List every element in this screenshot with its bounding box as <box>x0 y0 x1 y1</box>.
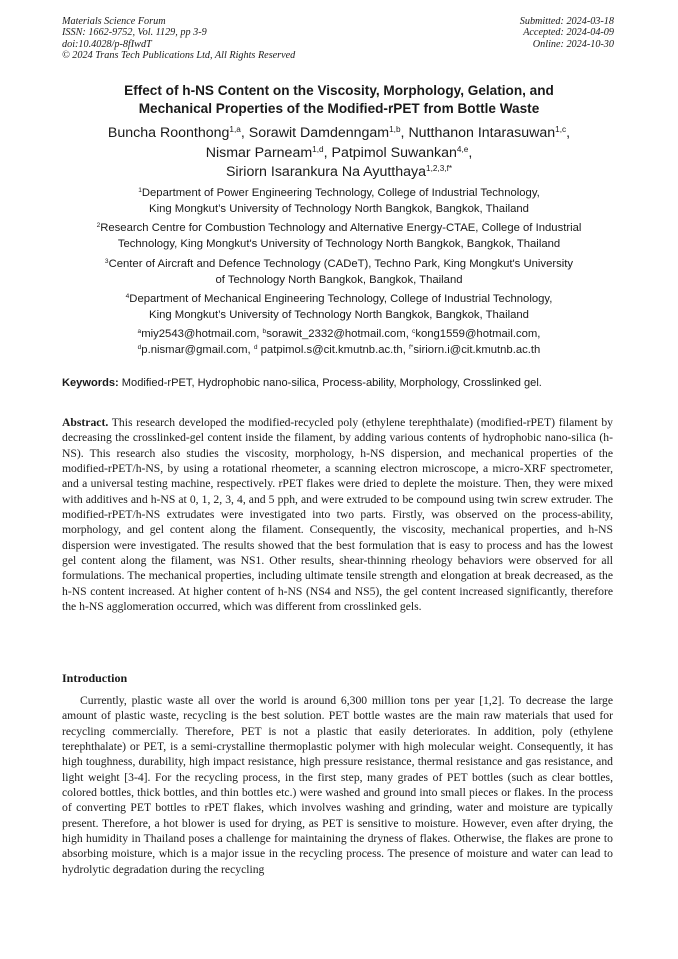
email-link[interactable]: patpimol.s@cit.kmutnb.ac.th, <box>257 343 409 356</box>
keywords <box>62 376 622 390</box>
author-line-1: Buncha Roonthong$^{1,a}$, Sorawit Damdenngam$^{1,b}$, Nutthanon Intarasuwan$^{1,c}$, <box>107 125 571 141</box>
author-line-3 <box>30 163 648 183</box>
author-line-2: Nismar Parneam$^{1,d}$, Patpimol Suwankan$^{4,e}$, <box>205 144 473 161</box>
email-link[interactable]: kong1559@hotmail.com, <box>415 328 541 340</box>
affiliation-2 <box>30 221 648 252</box>
affiliation-sup: 1 <box>138 187 142 195</box>
author-list <box>30 124 648 183</box>
author-name: Sorawit Damdenngam <box>248 125 390 141</box>
keywords-text: Modified-rPET, Hydrophobic nano-silica, Process-ability, Morphology, Crosslinked gel. <box>118 377 542 389</box>
author-sup: 1,2,3,f* <box>426 164 453 174</box>
title-line-1: Effect of h-NS Content on the Viscosity, Morphology, Gelation, and <box>124 83 554 98</box>
affiliation-line: Department of Mechanical Engineering Technology, College of Industrial Technology, <box>129 293 553 305</box>
introduction-heading: Introduction <box>62 671 128 685</box>
abstract-label: Abstract. <box>62 416 109 429</box>
title-line-2: Mechanical Properties of the Modified-rPET from Bottle Waste <box>138 101 540 116</box>
affiliation-line: Department of Power Engineering Technology, College of Industrial Technology, <box>141 187 540 199</box>
author-sup: 1,c <box>555 125 567 135</box>
affiliation-4 <box>30 292 648 323</box>
author-sup: 1,d <box>312 144 324 154</box>
affiliation-line: King Mongkut’s University of Technology North Bangkok, Bangkok, Thailand <box>149 202 529 215</box>
journal-doi[interactable]: doi:10.4028/p-8fIwdT <box>62 38 152 50</box>
paper-title <box>40 82 638 118</box>
journal-issn: ISSN: 1662-9752, Vol. 1129, pp 3-9 <box>62 27 207 39</box>
author-sup: 4,e <box>456 144 469 154</box>
affiliation-sup: 2 <box>96 222 101 230</box>
email-link[interactable]: sorawit_2332@hotmail.com, <box>266 328 413 340</box>
submission-dates <box>520 16 614 50</box>
author-name: Buncha Roonthong <box>107 125 230 141</box>
email-link[interactable]: miy2543@hotmail.com, <box>141 328 263 340</box>
author-name: Nismar Parneam <box>205 144 313 161</box>
author-name: Siriorn Isarankura Na Ayutthaya <box>225 164 426 180</box>
keywords-label: Keywords: <box>62 377 119 389</box>
author-name: Nutthanon Intarasuwan <box>408 125 556 141</box>
affiliation-3 <box>30 257 648 288</box>
affiliation-sup: 4 <box>125 293 130 301</box>
submitted-date: Submitted: 2024-03-18 <box>519 16 614 27</box>
introduction-paragraph: Currently, plastic waste all over the world is around 6,300 million tons per year [1,2]. To decrease the large amount of plastic waste, recycling is the best solution. PET bottle wastes are the main raw materials that used for recycling commercially. Therefore, PET is not a plastic that easily deteriorates. In addition, poly (ethylene terephthalate) or PET, is a semi-crystalline thermoplastic polymer with high molecular weight. Consequently, it has high toughness, durability, high impact resistance, high pressure resistance, thermal resistance and gas resistance, and light weight [3-4]. For the recycling process, in the first step, many grades of PET bottles (such as clear bottles, colored bottles, thick bottles, and thin bottles etc.) were washed and ground into small pieces or flakes. In the process of converting PET bottles to rPET flakes, which involves washing and grinding, water and moisture are typically present. Therefore, a hot blower is used for drying, as PET is sensitive to moisture. However, even after drying, the high humidity in Thailand poses a challenge for maintaining the dryness of flakes. Otherwise, the flakes are prone to absorbing moisture, which is a major issue in the recycling process. The presence of moisture and water can lead to hydrolytic degradation during the recycling <box>62 694 613 876</box>
affiliation-line: Research Centre for Combustion Technology and Alternative Energy-CTAE, College of Industrial <box>100 222 582 234</box>
accepted-date: Accepted: 2024-04-09 <box>523 27 614 39</box>
abstract-text: This research developed the modified-recycled poly (ethylene terephthalate) (modified-rPET) filament by decreasing the crosslinked-gel content inside the filament, by adding various contents of hydrophobic nano-silica (h-NS). This research also studies the viscosity, morphology, h-NS dispersion, and mechanical properties of the modified-rPET/h-NS, by using a rotational rheometer, a scanning electron microscope, a micro-XRF spectrometer, and a universal testing machine, respectively. rPET flakes were dried to deplete the moisture. Then, they were mixed with additives and h-NS at 0, 1, 2, 3, 4, and 5 pph, and were extruded to be compound using twin screw extruder. The modified-rPET/h-NS extrudates were investigated into two parts. Firstly, was observed on the process-ability, morphology, and gel content along the filament. Consequently, the viscosity, mechanical properties, and h-NS dispersion were investigated. The results showed that the best formulation that is easy to process and has the lowest gel content along the filament, was NS1. Other results, shear-thinning rheology behaviors were observed for all formulations. The mechanical properties, including ultimate tensile strength and elongation at break decreased, as the h-NS content increased. At higher content of h-NS (NS4 and NS5), the gel content increased significantly, therefore the h-NS agglomeration occurred, which was different from crosslinked gels. <box>62 416 613 614</box>
author-sup: 1,b <box>389 125 401 135</box>
author-name: Patpimol Suwankan <box>331 144 457 161</box>
affiliation-1 <box>30 186 648 217</box>
journal-name: Materials Science Forum <box>62 16 166 27</box>
email-list: $^a$miy2543@hotmail.com, $^b$sorawit_2332@hotmail.com, $^c$kong1559@hotmail.com, $^d$p.nismar@gmail.com, $^d$ patpimol.s@cit.kmutnb.ac.th, $^{f*}$siriorn.i@cit.kmutnb.ac.th <box>137 328 541 356</box>
abstract <box>62 415 613 614</box>
affiliation-sup: 3 <box>104 258 109 266</box>
affiliation-line: of Technology North Bangkok, Bangkok, Thailand <box>215 273 463 286</box>
email-link[interactable]: p.nismar@gmail.com, <box>141 343 254 356</box>
journal-info <box>62 16 295 62</box>
affiliation-line: King Mongkut’s University of Technology North Bangkok, Bangkok, Thailand <box>149 308 529 321</box>
journal-copyright: © 2024 Trans Tech Publications Ltd, All Rights Reserved <box>62 50 296 62</box>
online-date: Online: 2024-10-30 <box>532 38 614 50</box>
affiliation-line: Technology, King Mongkut's University of Technology North Bangkok, Bangkok, Thailand <box>117 237 561 250</box>
author-sup: 1,a <box>229 125 241 135</box>
email-link[interactable]: siriorn.i@cit.kmutnb.ac.th <box>413 343 541 356</box>
affiliation-line: Center of Aircraft and Defence Technology (CADeT), Techno Park, King Mongkut's University <box>108 258 574 270</box>
